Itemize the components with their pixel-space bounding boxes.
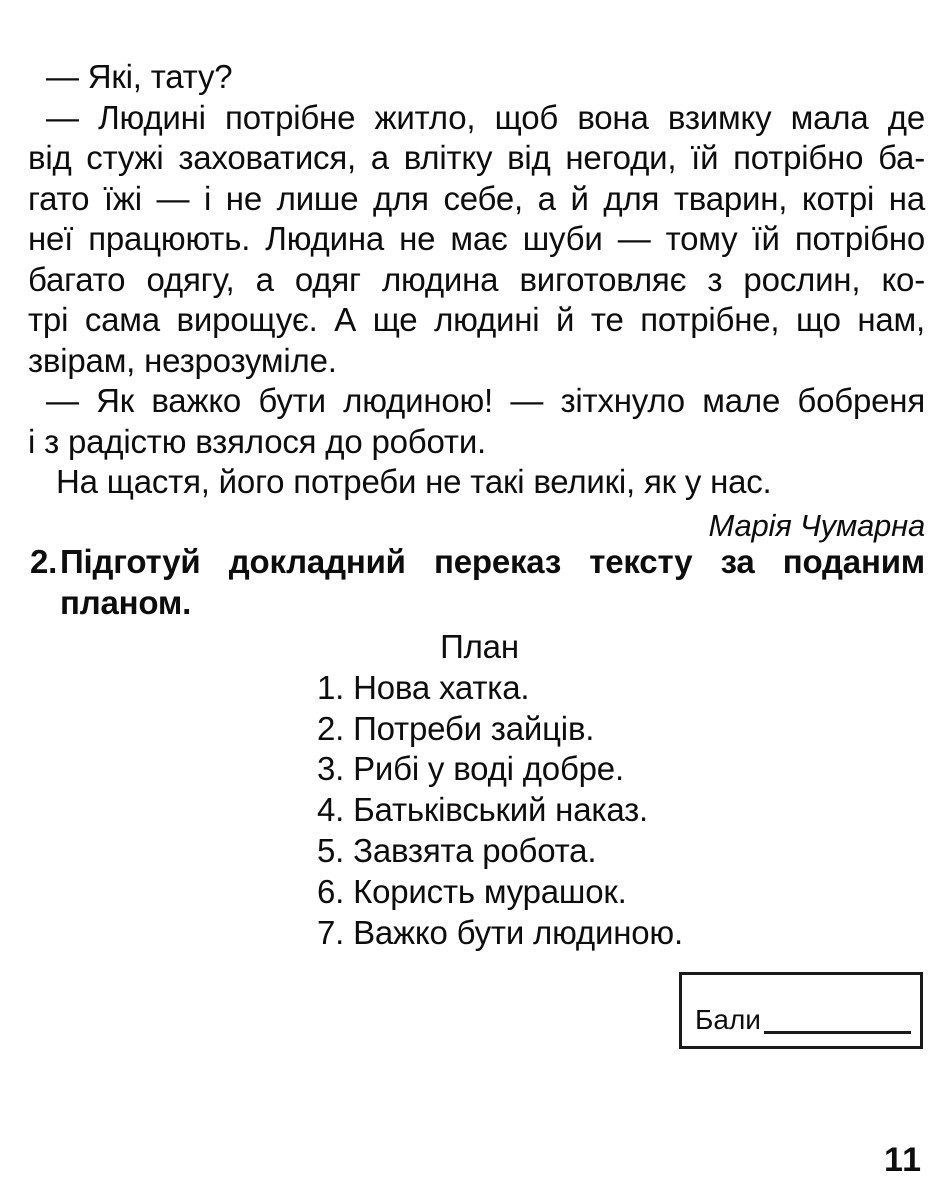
task-text-line-1: Підготуй докладний переказ тексту за поданим bbox=[60, 543, 925, 580]
plan-item-6: 6. Користь мурашок. bbox=[317, 872, 627, 910]
story-line: гато їжі — і не лише для себе, а й для тварин, котрі на bbox=[28, 179, 925, 217]
plan-item-7: 7. Важко бути людиною. bbox=[317, 913, 683, 951]
plan-item-5: 5. Завзята робота. bbox=[317, 831, 597, 869]
author-name: Марія Чумарна bbox=[708, 507, 925, 543]
plan-section bbox=[0, 627, 947, 953]
plan-item-4: 4. Батьківський наказ. bbox=[317, 791, 648, 829]
score-blank-line bbox=[764, 1031, 911, 1034]
story-line: — Людині потрібне житло, щоб вона взимку мала де bbox=[46, 98, 925, 136]
score-label: Бали bbox=[695, 1004, 761, 1035]
story-line: звірам, незрозуміле. bbox=[28, 341, 337, 379]
plan-item-3: 3. Рибі у воді добре. bbox=[317, 750, 624, 788]
task-text bbox=[60, 541, 925, 623]
story-line: — Як важко бути людиною! — зітхнуло мале бобреня bbox=[46, 382, 925, 419]
plan-title: План bbox=[440, 628, 519, 665]
score-box bbox=[679, 972, 923, 1049]
task-text-line-2: планом. bbox=[60, 584, 192, 621]
plan-item-1: 1. Нова хатка. bbox=[317, 668, 530, 706]
page-number: 11 bbox=[884, 1141, 922, 1179]
story-line: неї працюють. Людина не має шуби — тому їй потрібно bbox=[28, 220, 925, 257]
story-line: На щастя, його потреби не такі великі, як у нас. bbox=[56, 463, 772, 500]
story-line: трі сама вирощує. А ще людині й те потрібне, що нам, bbox=[28, 301, 925, 338]
story-line: від стужі заховатися, а влітку від негоди, їй потрібно ба- bbox=[28, 139, 925, 176]
story-line: — Які, тату? bbox=[46, 58, 233, 95]
plan-item-2: 2. Потреби зайців. bbox=[317, 709, 595, 747]
story-line: і з радістю взялося до роботи. bbox=[28, 422, 487, 460]
task-heading bbox=[30, 541, 925, 623]
task-number: 2. bbox=[30, 543, 58, 580]
story-text-block bbox=[28, 57, 925, 545]
story-line: багато одягу, а одяг людина виготовляє з рослин, ко- bbox=[28, 260, 925, 298]
